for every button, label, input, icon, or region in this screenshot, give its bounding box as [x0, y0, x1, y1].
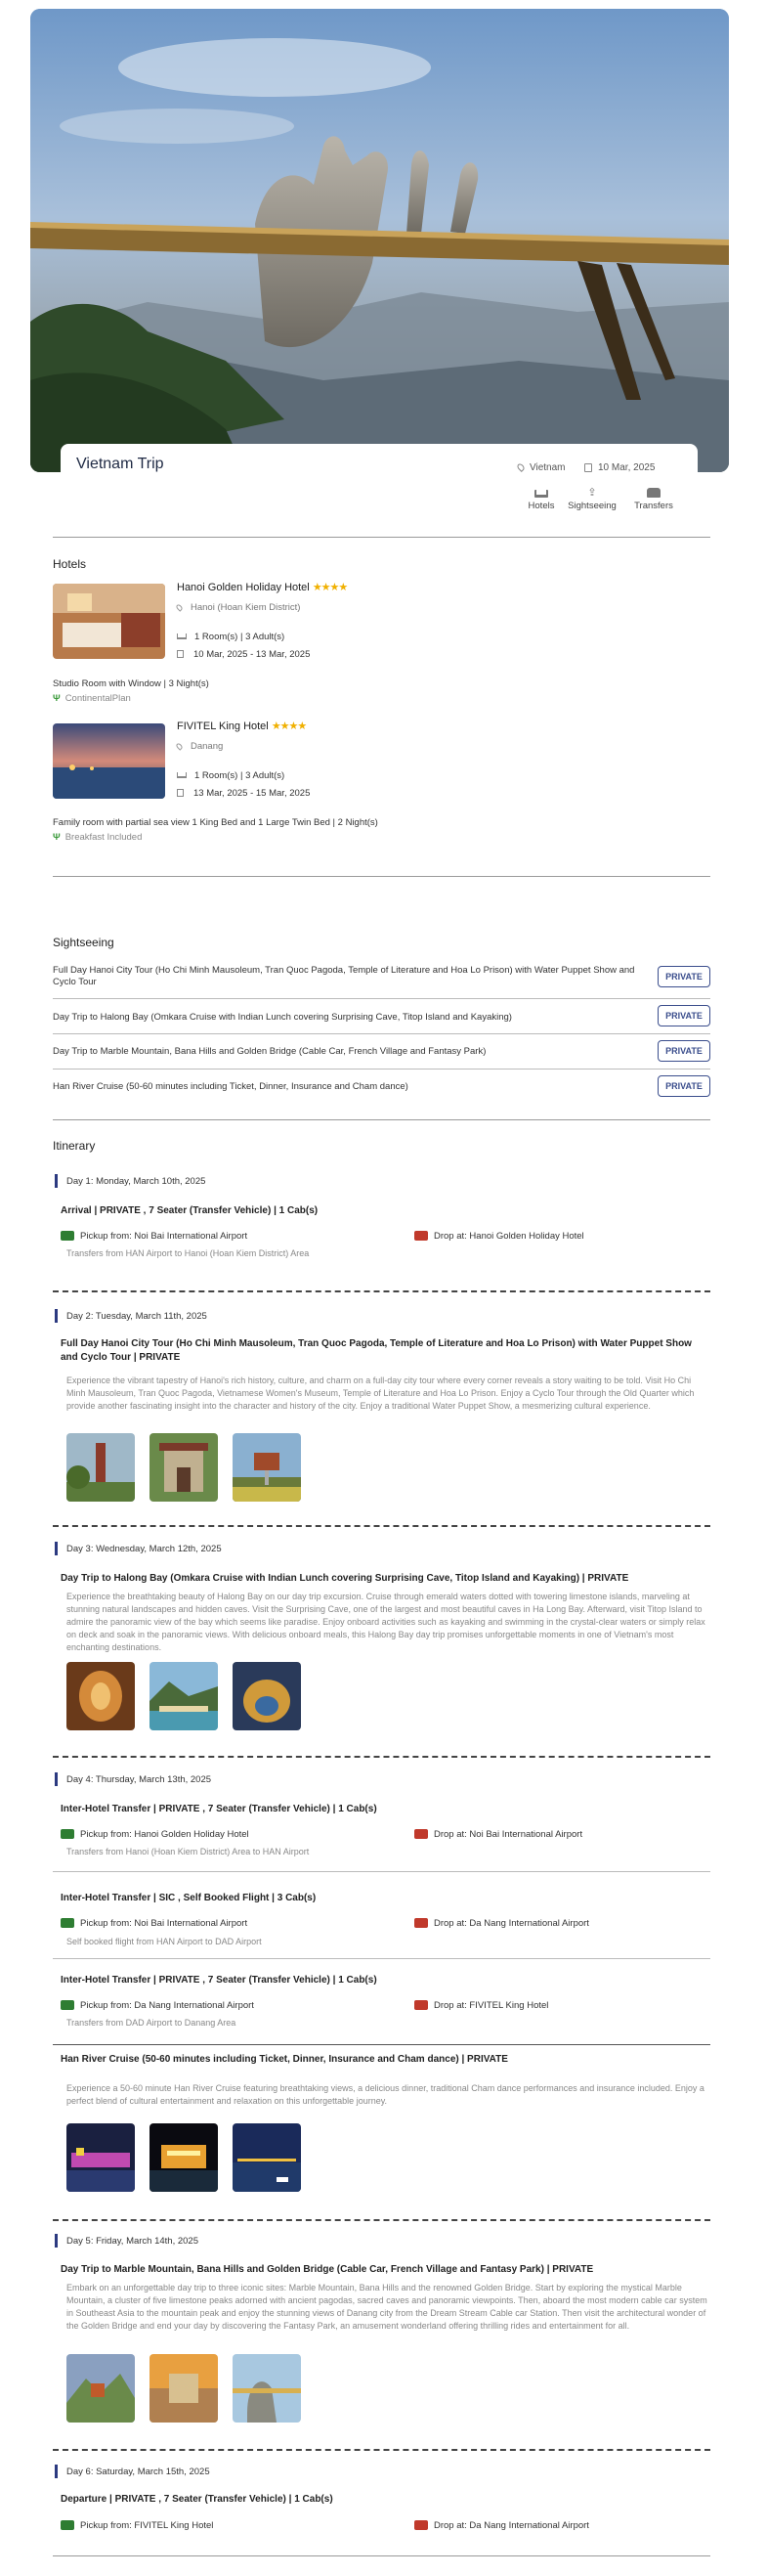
transfer-title: Arrival | PRIVATE , 7 Seater (Transfer Vehicle) | 1 Cab(s) — [61, 1205, 319, 1216]
day-marker — [55, 1309, 58, 1323]
hotel-rooms: 1 Room(s) | 3 Adult(s) — [177, 632, 284, 642]
day-separator — [53, 1290, 710, 1292]
day-label: Day 1: Monday, March 10th, 2025 — [66, 1176, 206, 1187]
hotel-image — [53, 584, 165, 659]
activity-image — [233, 2354, 301, 2423]
activity-title: Day Trip to Halong Bay (Omkara Cruise with Indian Lunch covering Surprising Cave, Titop Island and Kayaking) | PRIVATE — [61, 1573, 629, 1584]
bed-icon — [534, 490, 548, 498]
trip-date: 10 Mar, 2025 — [584, 462, 655, 473]
divider — [53, 998, 710, 999]
day-separator — [53, 2449, 710, 2451]
trip-summary-card — [61, 444, 698, 542]
drop: Drop at: FIVITEL King Hotel — [414, 2000, 548, 2011]
day-separator — [53, 1756, 710, 1758]
transfer-note: Self booked flight from HAN Airport to DAD Airport — [66, 1937, 262, 1946]
hotel-name: FIVITEL King Hotel ★★★★ — [177, 720, 307, 732]
sightseeing-heading: Sightseeing — [53, 936, 114, 949]
activity-title: Full Day Hanoi City Tour (Ho Chi Minh Mausoleum, Tran Quoc Pagoda, Temple of Literature and Hoa Lo Prison) with Water Puppet Show and Cyclo Tour | PRIVATE — [61, 1338, 692, 1363]
cave-photo — [66, 1662, 135, 1730]
hotel-name: Hanoi Golden Holiday Hotel ★★★★ — [177, 582, 348, 593]
activity-description: Experience the breathtaking beauty of Halong Bay on our day trip excursion. Cruise through emerald waters dotted with towering limestone islands, marveling at stunning natural landscapes and hidden caves. Visit the Surprising Cave, one of the largest and most beautiful caves in Ha Long Bay. Afterward, visit Titop Island to admire the panoramic view of the bay which seems like paradise. Enjoy onboard activities such as kayaking and swimming in the crystal-clear waters or simply relax on deck and soak in the panoramic views. With delicious onboard meals, this Halong Bay day trip promises unforgettable moments in one of Vietnam's most enchanting destinations. — [66, 1592, 705, 1652]
activity-description: Experience a 50-60 minute Han River Cruise featuring breathtaking views, a delicious dinner, traditional Cham dance performances and insurance included. Enjoy a perfect blend of cultural entertainment and relaxation on this unforgettable journey. — [66, 2083, 704, 2106]
calendar-icon — [177, 650, 184, 658]
car-pickup-icon — [61, 1918, 74, 1928]
bana-hills-photo — [149, 2354, 218, 2423]
day-separator — [53, 2219, 710, 2221]
hero-image — [30, 9, 729, 472]
car-drop-icon — [414, 2520, 428, 2530]
hotel-image — [53, 723, 165, 799]
location-pin-icon — [175, 742, 183, 750]
meal-plan: Ψ Breakfast Included — [53, 832, 143, 843]
hotel-room-photo — [53, 584, 165, 659]
star-rating: ★★★★ — [271, 720, 307, 732]
itinerary-heading: Itinerary — [53, 1139, 96, 1153]
calendar-icon — [584, 463, 592, 472]
activity-image — [66, 1662, 135, 1730]
binoculars-icon: ⇪ — [587, 487, 597, 499]
activity-image — [149, 1433, 218, 1502]
day-marker — [55, 1772, 58, 1786]
day-label: Day 4: Thursday, March 13th, 2025 — [66, 1774, 212, 1785]
car-pickup-icon — [61, 1231, 74, 1241]
transfer-title: Departure | PRIVATE , 7 Seater (Transfer Vehicle) | 1 Cab(s) — [61, 2494, 333, 2505]
sightseeing-item: Full Day Hanoi City Tour (Ho Chi Minh Mausoleum, Tran Quoc Pagoda, Temple of Literature and Hoa Lo Prison) with Water Puppet Show and Cyclo Tour — [53, 965, 635, 987]
car-drop-icon — [414, 1918, 428, 1928]
one-pillar-pagoda-photo — [233, 1433, 301, 1502]
meal-plan: Ψ ContinentalPlan — [53, 693, 131, 704]
cruise-boat-night-photo — [149, 2123, 218, 2192]
bed-icon — [177, 772, 187, 778]
tab-hotels[interactable]: Hotels — [518, 490, 565, 511]
sightseeing-item: Day Trip to Halong Bay (Omkara Cruise with Indian Lunch covering Surprising Cave, Titop Island and Kayaking) — [53, 1012, 512, 1023]
activity-image — [66, 1433, 135, 1502]
activity-title: Han River Cruise (50-60 minutes including Ticket, Dinner, Insurance and Cham dance) | PRIVATE — [61, 2054, 508, 2065]
river-cruise-photo — [66, 2123, 135, 2192]
divider — [53, 1958, 710, 1959]
tab-transfers[interactable]: Transfers — [624, 488, 683, 511]
divider — [53, 537, 710, 538]
hotel-location: Danang — [177, 741, 223, 752]
transfer-title: Inter-Hotel Transfer | PRIVATE , 7 Seater (Transfer Vehicle) | 1 Cab(s) — [61, 1804, 377, 1814]
private-badge: PRIVATE — [658, 1040, 710, 1062]
transfer-note: Transfers from HAN Airport to Hanoi (Hoan Kiem District) Area — [66, 1248, 310, 1258]
pickup: Pickup from: Hanoi Golden Holiday Hotel — [61, 1829, 249, 1840]
activity-image — [233, 1433, 301, 1502]
divider — [53, 2555, 710, 2556]
sightseeing-item: Day Trip to Marble Mountain, Bana Hills and Golden Bridge (Cable Car, French Village and Fantasy Park) — [53, 1046, 487, 1057]
car-drop-icon — [414, 1231, 428, 1241]
private-badge: PRIVATE — [658, 966, 710, 987]
golden-bridge-photo — [30, 9, 729, 472]
pickup: Pickup from: FIVITEL King Hotel — [61, 2520, 213, 2531]
titop-island-photo — [149, 1662, 218, 1730]
car-pickup-icon — [61, 2520, 74, 2530]
trip-location: Vietnam — [518, 462, 566, 473]
halong-cave-photo — [233, 1662, 301, 1730]
activity-image — [66, 2123, 135, 2192]
hotel-pool-photo — [53, 723, 165, 799]
day-marker — [55, 2465, 58, 2478]
drop: Drop at: Hanoi Golden Holiday Hotel — [414, 1231, 584, 1242]
car-pickup-icon — [61, 2000, 74, 2010]
car-drop-icon — [414, 1829, 428, 1839]
activity-description: Experience the vibrant tapestry of Hanoi's rich history, culture, and charm on a full-day city tour where every corner reveals a story waiting to be told. Visit Ho Chi Minh Mausoleum, Tran Quoc Pagoda, Vietnamese Women's Museum, Temple of Literature and Hoa Lo Prison. Enjoy a Cyclo Tour through the Old Quarter which provide another fascinating insight into the character and history of the city. Enjoy a traditional Water Puppet Show, a mesmerizing cultural experience. — [66, 1375, 695, 1411]
activity-image — [149, 1662, 218, 1730]
activity-image — [66, 2354, 135, 2423]
location-pin-icon — [516, 462, 526, 472]
divider — [53, 1069, 710, 1070]
pickup: Pickup from: Noi Bai International Airport — [61, 1918, 247, 1929]
hotel-location: Hanoi (Hoan Kiem District) — [177, 602, 300, 613]
car-icon — [647, 488, 661, 498]
activity-image — [149, 2354, 218, 2423]
divider — [53, 876, 710, 877]
pagoda-photo — [66, 1433, 135, 1502]
divider — [53, 1033, 710, 1034]
pickup: Pickup from: Da Nang International Airport — [61, 2000, 254, 2011]
transfer-title: Inter-Hotel Transfer | PRIVATE , 7 Seater (Transfer Vehicle) | 1 Cab(s) — [61, 1975, 377, 1986]
day-label: Day 3: Wednesday, March 12th, 2025 — [66, 1544, 222, 1554]
day-label: Day 6: Saturday, March 15th, 2025 — [66, 2467, 210, 2477]
divider — [53, 1119, 710, 1120]
day-label: Day 2: Tuesday, March 11th, 2025 — [66, 1311, 207, 1322]
drop: Drop at: Da Nang International Airport — [414, 1918, 589, 1929]
hotels-heading: Hotels — [53, 557, 87, 571]
drop: Drop at: Da Nang International Airport — [414, 2520, 589, 2531]
hotel-dates: 10 Mar, 2025 - 13 Mar, 2025 — [177, 649, 310, 660]
day-label: Day 5: Friday, March 14th, 2025 — [66, 2236, 198, 2247]
room-description: Family room with partial sea view 1 King Bed and 1 Large Twin Bed | 2 Night(s) — [53, 817, 378, 828]
day-marker — [55, 2234, 58, 2248]
trip-title: Vietnam Trip — [76, 456, 164, 472]
activity-description: Embark on an unforgettable day trip to three iconic sites: Marble Mountain, Bana Hills and the renowned Golden Bridge. Start by exploring the mystical Marble Mountain, a cluster of five limestone peaks adorned with ancient pagodas, sacred caves and panoramic viewpoints. Then, aboard the most modern cable car system in Southeast Asia to the mountain peak and enjoy the stunning views of Danang city from the Dream Stream Cable car Station. Then visit the architectural wonder of the Golden Bridge and end your day by discovering the Fantasy Park, an amusement wonderland offering thrilling rides and entertainment for all. — [66, 2283, 707, 2331]
activity-title: Day Trip to Marble Mountain, Bana Hills and Golden Bridge (Cable Car, French Village and Fantasy Park) | PRIVATE — [61, 2264, 594, 2275]
car-pickup-icon — [61, 1829, 74, 1839]
pickup: Pickup from: Noi Bai International Airport — [61, 1231, 247, 1242]
hotel-dates: 13 Mar, 2025 - 15 Mar, 2025 — [177, 788, 310, 799]
bed-icon — [177, 633, 187, 639]
star-rating: ★★★★ — [312, 582, 348, 593]
private-badge: PRIVATE — [658, 1075, 710, 1097]
temple-gate-photo — [149, 1433, 218, 1502]
divider — [53, 1871, 710, 1872]
danang-night-photo — [233, 2123, 301, 2192]
room-description: Studio Room with Window | 3 Night(s) — [53, 678, 209, 689]
transfer-note: Transfers from Hanoi (Hoan Kiem District) Area to HAN Airport — [66, 1847, 310, 1856]
activity-image — [233, 1662, 301, 1730]
hotel-rooms: 1 Room(s) | 3 Adult(s) — [177, 770, 284, 781]
car-drop-icon — [414, 2000, 428, 2010]
day-separator — [53, 1525, 710, 1527]
activity-image — [233, 2123, 301, 2192]
activity-image — [149, 2123, 218, 2192]
drop: Drop at: Noi Bai International Airport — [414, 1829, 582, 1840]
divider — [53, 2044, 710, 2045]
private-badge: PRIVATE — [658, 1005, 710, 1026]
location-pin-icon — [175, 603, 183, 611]
calendar-icon — [177, 789, 184, 797]
meal-icon: Ψ — [53, 832, 61, 843]
golden-bridge-thumb — [233, 2354, 301, 2423]
day-marker — [55, 1174, 58, 1188]
transfer-title: Inter-Hotel Transfer | SIC , Self Booked Flight | 3 Cab(s) — [61, 1893, 317, 1903]
meal-icon: Ψ — [53, 693, 61, 704]
marble-mountain-photo — [66, 2354, 135, 2423]
day-marker — [55, 1542, 58, 1555]
sightseeing-item: Han River Cruise (50-60 minutes including Ticket, Dinner, Insurance and Cham dance) — [53, 1081, 408, 1092]
tab-sightseeing[interactable]: ⇪ Sightseeing — [568, 487, 617, 511]
transfer-note: Transfers from DAD Airport to Danang Area — [66, 2018, 236, 2028]
